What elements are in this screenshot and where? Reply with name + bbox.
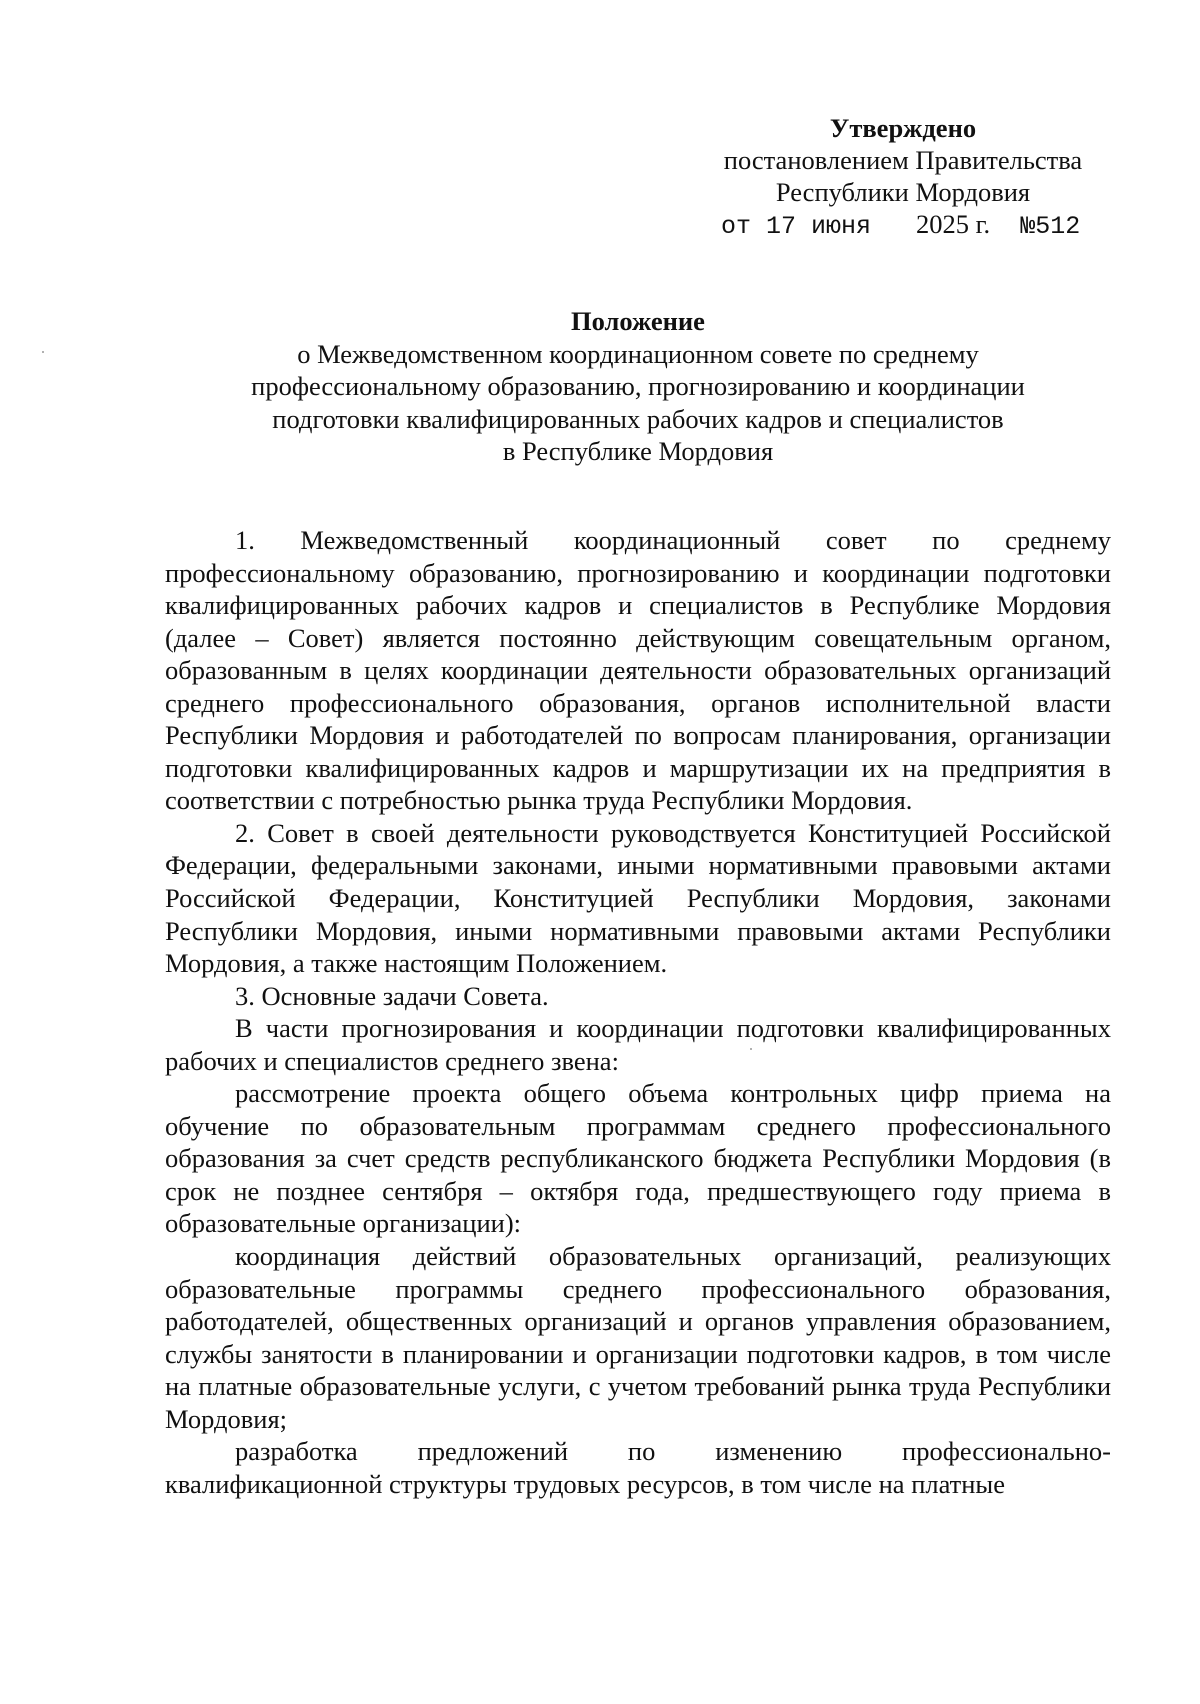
approval-date: от 17 июня [721,212,872,241]
approval-year: 2025 г. [916,209,991,239]
approval-heading: Утверждено [829,113,977,143]
scan-speck [750,1048,752,1050]
paragraph-1: 1. Межведомственный координационный совет по среднему профессиональному образованию, прогнозированию и координации подготовки квалифицированных рабочих кадров и специалистов в Республике Мордовия (далее – Совет) является постоянно действующим совещательным органом, образованным в целях координации деятельности образовательных организаций среднего профессионального образования, органов исполнительной власти Республики Мордовия и работодателей по вопросам планирования, организации подготовки квалифицированных кадров и маршрутизации их на предприятия в соответствии с потребностью рынка труда Республики Мордовия. [165,525,1111,816]
document-subtitle-line: подготовки квалифицированных рабочих кадров и специалистов [272,403,1004,434]
document-subtitle-line: в Республике Мордовия [502,436,774,466]
paragraph-5: рассмотрение проекта общего объема контрольных цифр приема на обучение по образовательным программам среднего профессионального образования за счет средств республиканского бюджета Республики Мордовия (в срок не позднее сентября – октября года, предшествующего году приема в образовательные организации): [165,1078,1111,1239]
approval-stamp [718,112,1088,243]
document-subtitle-line: о Межведомственном координационном совете по среднему [297,338,979,369]
paragraph-4: В части прогнозирования и координации подготовки квалифицированных рабочих и специалистов среднего звена: [165,1013,1111,1076]
paragraph-2: 2. Совет в своей деятельности руководствуется Конституцией Российской Федерации, федеральными законами, иными нормативными правовыми актами Российской Федерации, Конституцией Республики Мордовия, законами Республики Мордовия, иными нормативными правовыми актами Республики Мордовия, а также настоящим Положением. [165,817,1111,979]
document-body [165,524,1111,1500]
paragraph-7: разработка предложений по изменению профессионально-квалификационной структуры трудовых ресурсов, в том числе на платные [165,1436,1111,1499]
approval-number: №512 [1020,212,1081,241]
document-title-block [165,305,1111,468]
document-subtitle-line: профессиональному образованию, прогнозированию и координации [251,371,1025,401]
approval-line-2: Республики Мордовия [775,177,1031,207]
approval-date-line [718,208,1088,243]
scan-speck [42,351,44,353]
document-title: Положение [571,306,705,336]
paragraph-3: 3. Основные задачи Совета. [235,980,549,1011]
paragraph-6: координация действий образовательных организаций, реализующих образовательные программы среднего профессионального образования, работодателей, общественных организаций и органов управления образованием, службы занятости в планировании и организации подготовки кадров, в том числе на платные образовательные услуги, с учетом требований рынка труда Республики Мордовия; [165,1241,1111,1434]
approval-line-1: постановлением Правительства [723,145,1083,175]
